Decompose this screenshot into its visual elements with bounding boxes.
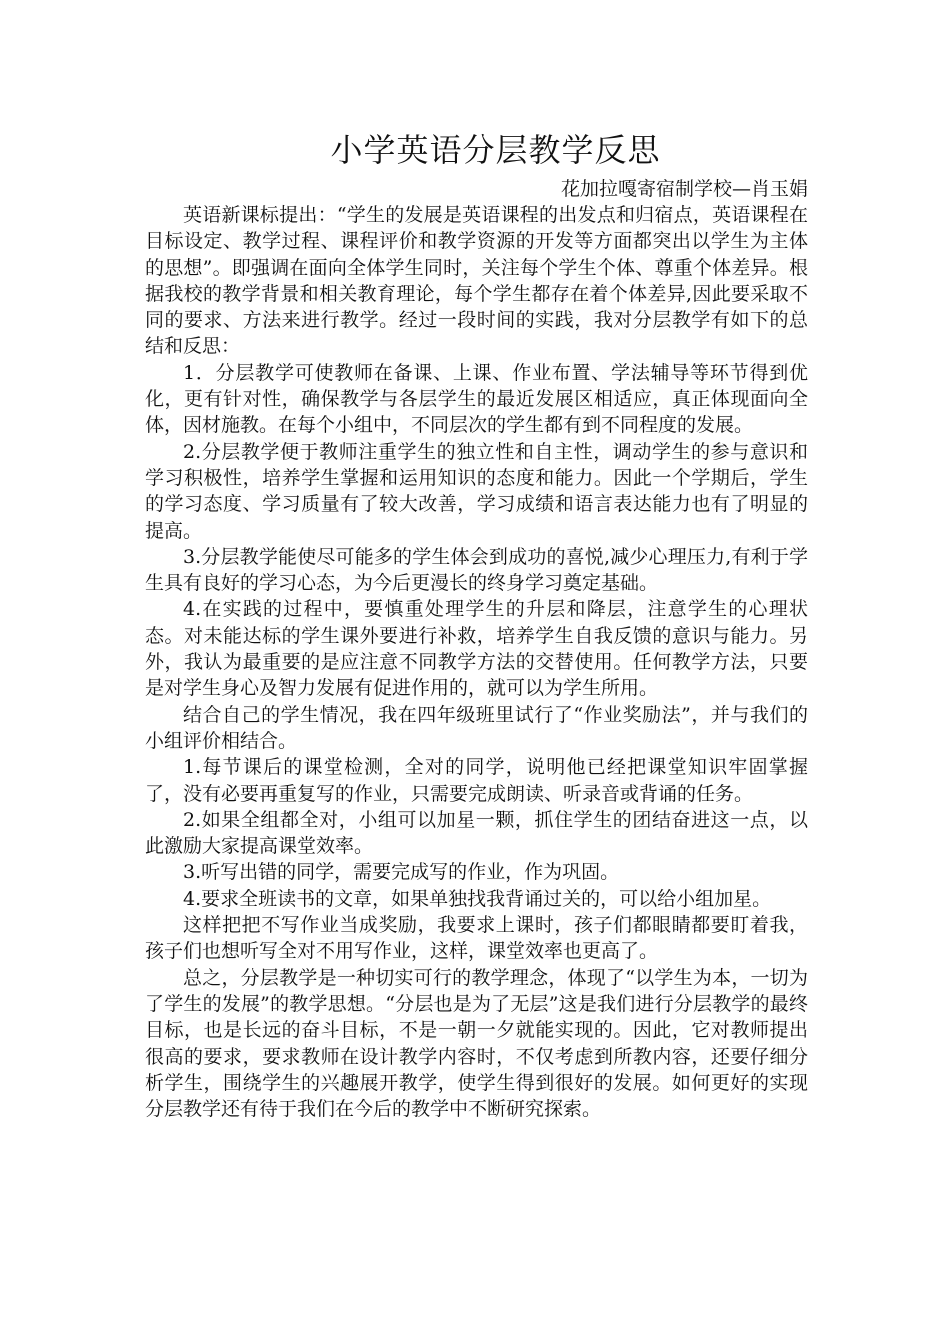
paragraph-method-4: 4.要求全班读书的文章，如果单独找我背诵过关的，可以给小组加星。	[183, 887, 772, 910]
document-page	[145, 128, 808, 1122]
paragraph-conclusion: 总之，分层教学是一种切实可行的教学理念，体现了“以学生为本，一切为了学生的发展”的教学思想。“分层也是为了无层”这是我们进行分层教学的最终目标，也是长远的奋斗目标，不是一朝一夕就能实现的。因此，它对教师提出很高的要求，要求教师在设计教学内容时，不仅考虑到所教内容，还要仔细分析学生，围绕学生的兴趣展开教学，使学生得到很好的发展。如何更好的实现分层教学还有待于我们在今后的教学中不断研究探索。	[145, 966, 808, 1121]
paragraph-effect: 这样把把不写作业当成奖励，我要求上课时，孩子们都眼睛都要盯着我，孩子们也想听写全对不用写作业，这样，课堂效率也更高了。	[145, 914, 808, 963]
document-author: 花加拉嘎寄宿制学校—肖玉娟	[560, 178, 808, 200]
paragraph-method-1: 1.每节课后的课堂检测，全对的同学，说明他已经把课堂知识牢固掌握了，没有必要再重复写的作业，只需要完成朗读、听录音或背诵的任务。	[145, 756, 808, 805]
paragraph-point-1: 1．分层教学可使教师在备课、上课、作业布置、学法辅导等环节得到优化，更有针对性，确保教学与各层学生的最近发展区相适应，真正体现面向全体，因材施教。在每个小组中，不同层次的学生都有到不同程度的发展。	[145, 361, 808, 437]
paragraph-intro: 英语新课标提出：“学生的发展是英语课程的出发点和归宿点，英语课程在目标设定、教学过程、课程评价和教学资源的开发等方面都突出以学生为主体的思想”。即强调在面向全体学生同时，关注每个学生个体、尊重个体差异。根据我校的教学背景和相关教育理论，每个学生都存在着个体差异,因此要采取不同的要求、方法来进行教学。经过一段时间的实践，我对分层教学有如下的总结和反思：	[145, 204, 808, 358]
paragraph-method-3: 3.听写出错的同学，需要完成写的作业，作为巩固。	[183, 861, 620, 884]
paragraph-point-2: 2.分层教学便于教师注重学生的独立性和自主性，调动学生的参与意识和学习积极性，培养学生掌握和运用知识的态度和能力。因此一个学期后，学生的学习态度、学习质量有了较大改善，学习成绩和语言表达能力也有了明显的提高。	[145, 440, 808, 542]
document-title: 小学英语分层教学反思	[330, 131, 661, 169]
paragraph-point-3: 3.分层教学能使尽可能多的学生体会到成功的喜悦,减少心理压力,有利于学生具有良好的学习心态，为今后更漫长的终身学习奠定基础。	[145, 545, 808, 595]
paragraph-point-4: 4.在实践的过程中，要慎重处理学生的升层和降层，注意学生的心理状态。对未能达标的学生课外要进行补救，培养学生自我反馈的意识与能力。另外，我认为最重要的是应注意不同教学方法的交替使用。任何教学方法，只要是对学生身心及智力发展有促进作用的，就可以为学生所用。	[145, 598, 808, 700]
paragraph-homework-method: 结合自己的学生情况，我在四年级班里试行了“作业奖励法”，并与我们的小组评价相结合。	[145, 703, 808, 752]
paragraph-method-2: 2.如果全组都全对，小组可以加星一颗，抓住学生的团结奋进这一点，以此激励大家提高课堂效率。	[145, 808, 808, 858]
